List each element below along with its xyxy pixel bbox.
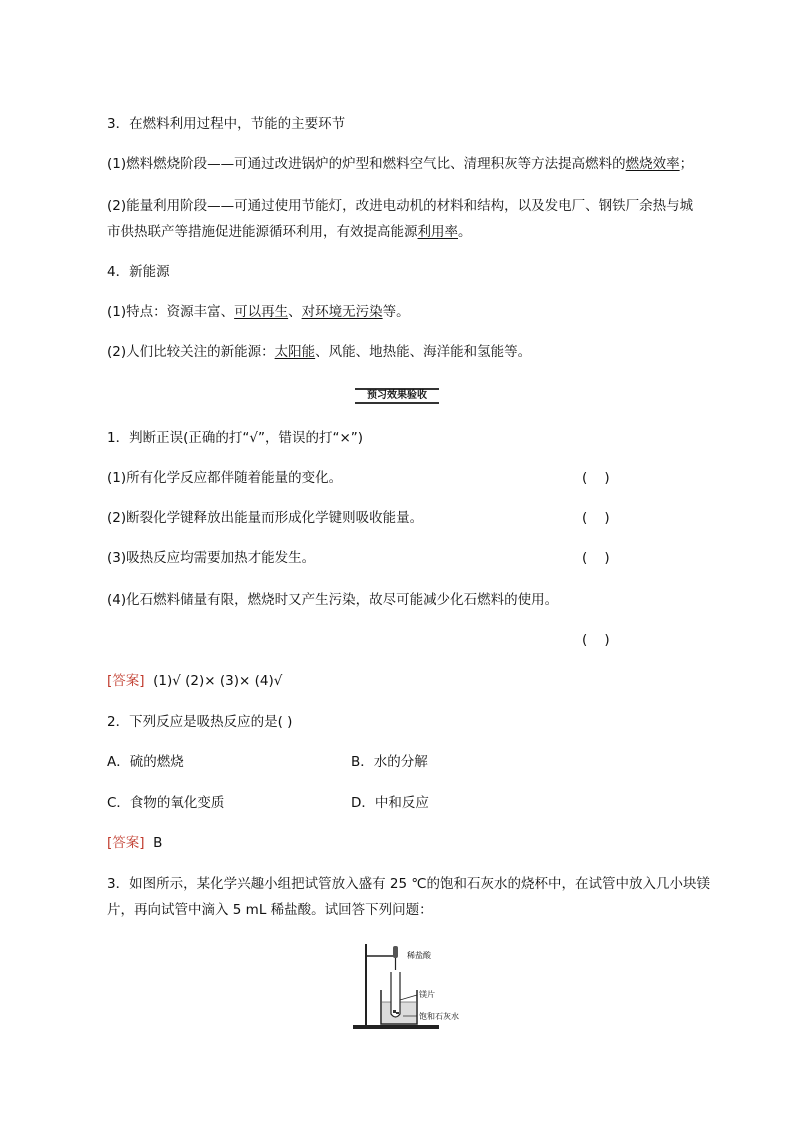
answer-blank-2[interactable]: ( )	[582, 510, 610, 526]
experiment-figure	[345, 940, 475, 1035]
question-3-line-1: 3．如图所示，某化学兴趣小组把试管放入盛有 25 ℃的饱和石灰水的烧杯中，在试管中放入几小块镁	[107, 876, 711, 892]
question-1-item-1: (1)所有化学反应都伴随着能量的变化。	[107, 470, 343, 486]
magnesium-piece	[396, 1012, 399, 1014]
answer-label: [答案]	[107, 835, 145, 851]
blank-solar-energy: 太阳能	[274, 344, 316, 360]
apparatus-diagram	[345, 940, 475, 1035]
features-end: 等。	[382, 304, 410, 320]
question-2-answer	[107, 835, 162, 851]
option-d: D．中和反应	[351, 795, 429, 811]
answer-blank-4[interactable]: ( )	[582, 632, 610, 648]
label-acid: 稀盐酸	[407, 951, 431, 960]
blank-no-pollution: 对环境无污染	[301, 304, 383, 320]
section-4-point-1	[107, 304, 410, 320]
section-3-point-2-line-1: (2)能量利用阶段——可通过使用节能灯，改进电动机的材料和结构，以及发电厂、钢铁厂余热与城	[107, 198, 694, 214]
features-sep: 、	[288, 304, 302, 320]
section-3-point-2-line-2	[107, 224, 472, 240]
section-4-point-2	[107, 344, 531, 360]
new-energy-end: 、风能、地热能、海洋能和氢能等。	[315, 344, 532, 360]
blank-burning-efficiency: 燃烧效率	[625, 156, 680, 172]
label-magnesium: 镁片	[419, 990, 435, 999]
question-3-line-2: 片，再向试管中滴入 5 mL 稀盐酸。试回答下列问题：	[107, 902, 433, 918]
question-2-title: 2．下列反应是吸热反应的是( )	[107, 714, 293, 730]
section-banner	[355, 388, 439, 404]
blank-renewable: 可以再生	[234, 304, 289, 320]
question-1-item-3: (3)吸热反应均需要加热才能发生。	[107, 550, 316, 566]
question-1-answer	[107, 673, 282, 689]
question-1-item-2: (2)断裂化学键释放出能量而形成化学键则吸收能量。	[107, 510, 424, 526]
dropper-bulb	[393, 946, 398, 958]
new-energy-text: (2)人们比较关注的新能源：	[107, 344, 275, 360]
point-1-text: (1)燃料燃烧阶段——可通过改进锅炉的炉型和燃料空气比、清理积灰等方法提高燃料的	[107, 156, 626, 172]
point-2-end: 。	[458, 224, 472, 240]
option-a: A．硫的燃烧	[107, 754, 184, 770]
section-3-title: 3．在燃料利用过程中，节能的主要环节	[107, 116, 346, 132]
features-text: (1)特点：资源丰富、	[107, 304, 235, 320]
section-4-title: 4．新能源	[107, 264, 170, 280]
banner-label: 预习效果验收	[363, 391, 431, 401]
option-b: B．水的分解	[351, 754, 428, 770]
answer-value: B	[153, 835, 163, 851]
answer-blank-1[interactable]: ( )	[582, 470, 610, 486]
answer-value: (1)√ (2)× (3)× (4)√	[153, 673, 283, 689]
leader-line-mg	[400, 995, 417, 1000]
question-1-title: 1．判断正误(正确的打“√”，错误的打“×”)	[107, 430, 364, 446]
magnesium-piece	[393, 1010, 396, 1013]
point-1-end: ；	[679, 156, 694, 172]
section-3-point-1	[107, 156, 693, 172]
label-lime-water: 饱和石灰水	[419, 1012, 459, 1021]
blank-utilization-rate: 利用率	[417, 224, 458, 240]
answer-blank-3[interactable]: ( )	[582, 550, 610, 566]
answer-label: [答案]	[107, 673, 145, 689]
option-c: C．食物的氧化变质	[107, 795, 225, 811]
point-2-text: 市供热联产等措施促进能源循环利用，有效提高能源	[107, 224, 418, 240]
question-1-item-4: (4)化石燃料储量有限，燃烧时又产生污染，故尽可能减少化石燃料的使用。	[107, 592, 559, 608]
